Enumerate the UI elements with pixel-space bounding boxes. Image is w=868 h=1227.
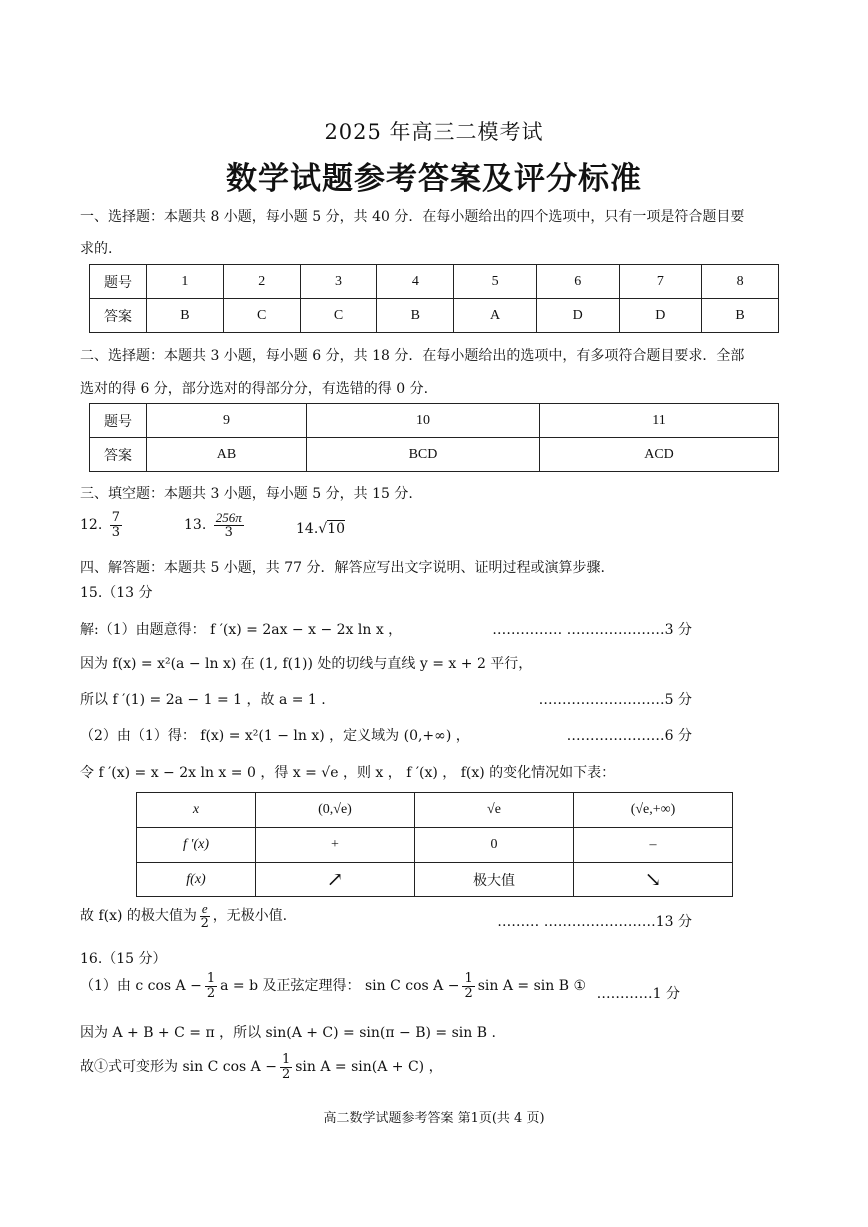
decreasing-arrow-icon: ↘ [574,863,733,897]
table-row [90,299,779,333]
answer-label: 12. [80,517,103,534]
step-text: 故①式可变形为 sin C cos A − [80,1059,277,1076]
answer-cell: ACD [539,438,778,472]
numerator: e [201,901,208,916]
fraction [280,1053,292,1081]
increasing-arrow-icon: ↗ [256,863,415,897]
answer-cell: D [536,299,619,333]
part2-desc-line2: 选对的得 6 分，部分选对的得部分分，有选错的得 0 分. [80,381,429,397]
question-number: 7 [619,265,702,299]
q15-conclusion-score: ……… ……………………13 分 [497,914,692,930]
answer-cell: A [454,299,537,333]
conclusion-text: 故 f(x) 的极大值为 [80,908,197,925]
header-cell: √e [415,793,574,828]
question-number: 8 [702,265,779,299]
q16-step2: 因为 A + B + C = π ，所以 sin(A + C) = sin(π − B) = sin B . [80,1025,496,1041]
q16-step1 [80,972,586,1000]
q15-step5: 令 f ′(x) = x − 2x ln x = 0 ，得 x = √e ，则 x ， f ′(x) ， f(x) 的变化情况如下表： [80,765,616,781]
sign-cell: 0 [415,828,574,863]
header-cell: (0,√e) [256,793,415,828]
question-number: 6 [536,265,619,299]
q15-step2: 因为 f(x) = x²(a − ln x) 在 (1, f(1)) 处的切线与直线 y = x + 2 平行， [80,656,533,672]
numerator: 1 [281,1052,291,1067]
step-text: sin A = sin(A + C) ， [295,1059,443,1076]
question-number: 9 [147,404,307,438]
numerator: 7 [111,510,120,525]
table-row [137,828,733,863]
sqrt-icon: √ [318,521,328,537]
q15-step4-score: …………………6 分 [566,728,692,744]
answer-cell: B [702,299,779,333]
question-number: 3 [300,265,377,299]
row-header: 答案 [90,438,147,472]
question-number: 5 [454,265,537,299]
part3-desc: 三、填空题：本题共 3 小题，每小题 5 分，共 15 分. [80,486,413,502]
sign-cell: – [574,828,733,863]
table-row [137,793,733,828]
denominator: 2 [464,985,473,1001]
row-header: 题号 [90,404,147,438]
table-row [90,438,779,472]
part1-desc-line2: 求的. [80,241,113,257]
table-row [137,863,733,897]
answer-cell: C [223,299,300,333]
numerator: 1 [464,971,473,986]
header-cell: x [137,793,256,828]
question-number: 2 [223,265,300,299]
fraction [200,902,210,930]
page-footer: 高二数学试题参考答案 第1页(共 4 页) [323,1111,545,1126]
answer-cell: AB [147,438,307,472]
part2-desc-line1: 二、选择题：本题共 3 小题，每小题 6 分，共 18 分．在每小题给出的选项中，有多项符合题目要求．全部 [80,348,745,364]
sign-cell: + [256,828,415,863]
part1-desc-line1: 一、选择题：本题共 8 小题，每小题 5 分，共 40 分．在每小题给出的四个选项中，只有一项是符合题目要 [80,209,745,225]
table-row [90,265,779,299]
q15-step3: 所以 f ′(1) = 2a − 1 = 1 ，故 a = 1 . [80,692,326,708]
question-number: 11 [539,404,778,438]
header-cell: (√e,+∞) [574,793,733,828]
denominator: 2 [200,915,209,931]
part4-desc: 四、解答题：本题共 5 小题，共 77 分．解答应写出文字说明、证明过程或演算步骤. [80,560,605,576]
step-text: sin A = sin B ① [477,978,587,995]
main-title: 数学试题参考答案及评分标准 [226,161,642,197]
radicand: 10 [327,521,346,537]
fill-answer-12 [80,511,125,539]
numerator: 1 [206,971,216,986]
q15-step1-score: …………… …………………3 分 [492,622,692,638]
row-header: 答案 [90,299,147,333]
denominator: 3 [224,524,233,540]
table-row [90,404,779,438]
q15-header: 15.（13 分 [80,585,153,601]
answer-cell: C [300,299,377,333]
conclusion-text: ，无极小值. [212,908,288,925]
fill-answer-14 [296,521,345,537]
numerator: 256π [215,510,242,525]
exam-title: 2025 年高三二模考试 [324,120,544,144]
extremum-cell: 极大值 [415,863,574,897]
q15-step3-score: ………………………5 分 [538,692,692,708]
fraction [214,511,244,539]
denominator: 2 [281,1066,291,1082]
answer-cell: BCD [306,438,539,472]
variation-table [136,792,733,897]
fraction [205,972,217,1000]
question-number: 4 [377,265,454,299]
fill-answer-13 [184,511,247,539]
question-number: 10 [306,404,539,438]
q16-step1-score: …………1 分 [596,986,680,1002]
step-text: a = b 及正弦定理得： sin C cos A − [220,978,460,995]
step-text: （1）由 c cos A − [80,978,202,995]
q15-conclusion [80,902,287,930]
denominator: 2 [206,985,216,1001]
q15-step4: （2）由（1）得： f(x) = x²(1 − ln x) ，定义域为 (0,+∞) ， [80,728,470,744]
answer-cell: B [377,299,454,333]
answer-cell: D [619,299,702,333]
denominator: 3 [111,524,120,540]
q16-step3 [80,1053,443,1081]
q16-header: 16.（15 分） [80,951,167,967]
part2-answer-table [89,403,779,472]
fraction [462,972,474,1000]
answer-cell: B [147,299,224,333]
row-label: f ′(x) [137,828,256,863]
question-number: 1 [147,265,224,299]
answer-label: 13. [184,517,207,534]
fraction [110,511,122,539]
row-header: 题号 [90,265,147,299]
answer-label: 14. [296,521,319,537]
row-label: f(x) [137,863,256,897]
part1-answer-table [89,264,779,333]
q15-step1: 解:（1）由题意得： f ′(x) = 2ax − x − 2x ln x ， [80,622,403,638]
